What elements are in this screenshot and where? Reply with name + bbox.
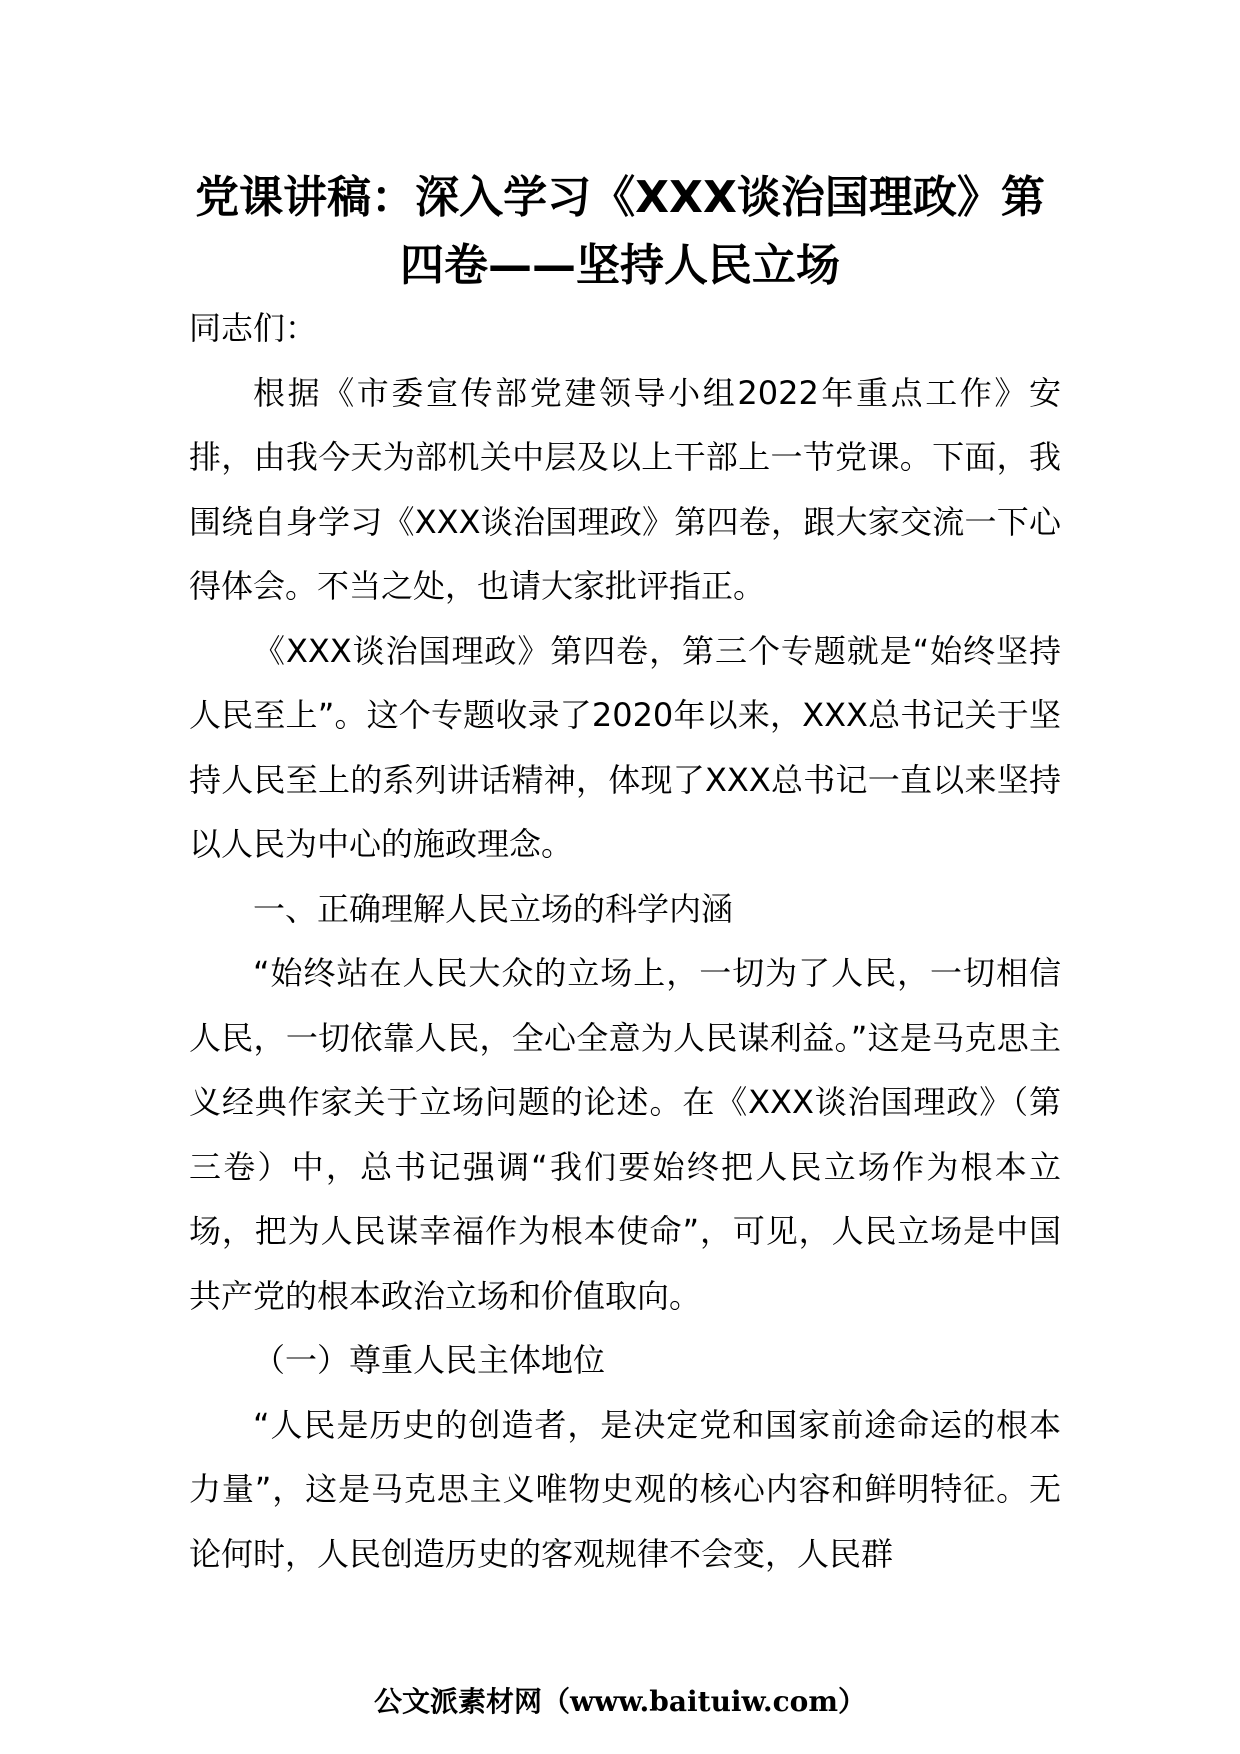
paragraph-topic: 《XXX谈治国理政》第四卷，第三个专题就是“始终坚持人民至上”。这个专题收录了2020年以来，XXX总书记关于坚持人民至上的系列讲话精神，体现了XXX总书记一直以来坚持以人民为中心的施政理念。 (189, 631, 1061, 863)
salutation: 同志们： (189, 309, 318, 347)
paragraph-intro: 根据《市委宣传部党建领导小组2022年重点工作》安排，由我今天为部机关中层及以上干部上一节党课。下面，我围绕自身学习《XXX谈治国理政》第四卷，跟大家交流一下心得体会。不当之处，也请大家批评指正。 (189, 373, 1061, 605)
document-title (160, 164, 1080, 300)
paragraph-people-stance: “始终站在人民大众的立场上，一切为了人民，一切相信人民，一切依靠人民，全心全意为人民谋利益。”这是马克思主义经典作家关于立场问题的论述。在《XXX谈治国理政》（第三卷）中，总书记强调“我们要始终把人民立场作为根本立场，把为人民谋幸福作为根本使命”，可见，人民立场是中国共产党的根本政治立场和价值取向。 (189, 954, 1061, 1315)
title-line-1: 党课讲稿：深入学习《XXX谈治国理政》第 (195, 172, 1045, 223)
subsection-heading-1: （一）尊重人民主体地位 (253, 1341, 606, 1379)
footer-watermark: 公文派素材网（www.baituiw.com） (374, 1685, 866, 1718)
paragraph-people-subject: “人民是历史的创造者，是决定党和国家前途命运的根本力量”，这是马克思主义唯物史观的核心内容和鲜明特征。无论何时，人民创造历史的客观规律不会变，人民群 (189, 1405, 1061, 1573)
document-body (189, 296, 1061, 1586)
section-heading-1: 一、正确理解人民立场的科学内涵 (253, 889, 734, 928)
title-line-2: 四卷——坚持人民立场 (400, 240, 840, 291)
